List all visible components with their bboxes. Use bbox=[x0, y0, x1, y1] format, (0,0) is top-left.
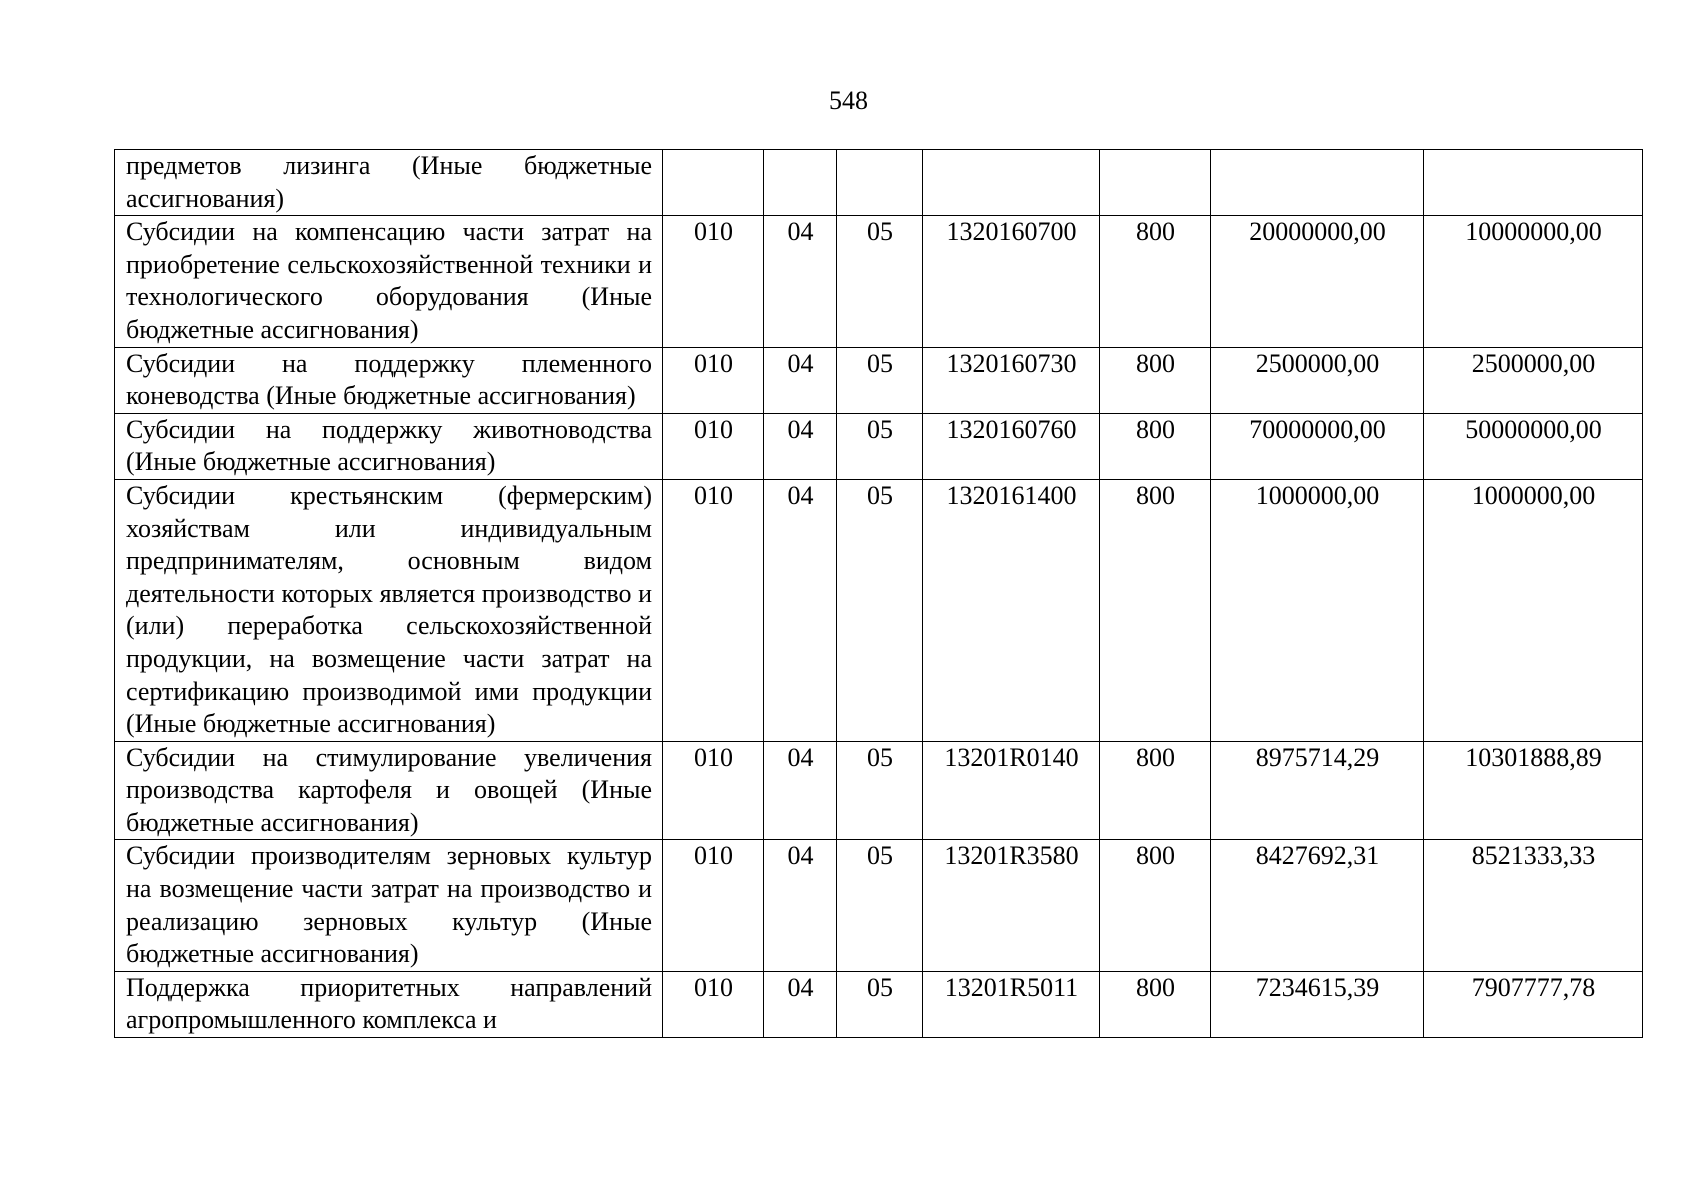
amount-year-1: 70000000,00 bbox=[1211, 413, 1424, 479]
subsection-code: 05 bbox=[837, 347, 923, 413]
amount-year-1: 8427692,31 bbox=[1211, 840, 1424, 971]
amount-year-2: 50000000,00 bbox=[1424, 413, 1643, 479]
expense-type-code: 800 bbox=[1100, 741, 1211, 840]
target-article-code: 13201R3580 bbox=[923, 840, 1100, 971]
subsection-code: 05 bbox=[837, 971, 923, 1037]
amount-year-2: 1000000,00 bbox=[1424, 479, 1643, 741]
expense-type-code: 800 bbox=[1100, 479, 1211, 741]
section-code: 04 bbox=[764, 971, 837, 1037]
table-row bbox=[115, 741, 1643, 840]
page-number: 548 bbox=[829, 86, 868, 115]
table-row bbox=[115, 971, 1643, 1037]
subsection-code: 05 bbox=[837, 741, 923, 840]
target-article-code: 1320160760 bbox=[923, 413, 1100, 479]
amount-year-1 bbox=[1211, 150, 1424, 216]
amount-year-1: 2500000,00 bbox=[1211, 347, 1424, 413]
grbs-code: 010 bbox=[663, 216, 764, 347]
table-row bbox=[115, 840, 1643, 971]
subsection-code bbox=[837, 150, 923, 216]
subsection-code: 05 bbox=[837, 216, 923, 347]
amount-year-1: 7234615,39 bbox=[1211, 971, 1424, 1037]
amount-year-1: 20000000,00 bbox=[1211, 216, 1424, 347]
section-code: 04 bbox=[764, 479, 837, 741]
target-article-code: 13201R0140 bbox=[923, 741, 1100, 840]
expense-type-code bbox=[1100, 150, 1211, 216]
grbs-code: 010 bbox=[663, 347, 764, 413]
expense-type-code: 800 bbox=[1100, 840, 1211, 971]
table-row bbox=[115, 216, 1643, 347]
grbs-code: 010 bbox=[663, 741, 764, 840]
subsection-code: 05 bbox=[837, 840, 923, 971]
target-article-code bbox=[923, 150, 1100, 216]
grbs-code: 010 bbox=[663, 840, 764, 971]
expense-type-code: 800 bbox=[1100, 347, 1211, 413]
amount-year-2: 2500000,00 bbox=[1424, 347, 1643, 413]
section-code: 04 bbox=[764, 216, 837, 347]
subsection-code: 05 bbox=[837, 479, 923, 741]
target-article-code: 1320160700 bbox=[923, 216, 1100, 347]
amount-year-2: 8521333,33 bbox=[1424, 840, 1643, 971]
expense-type-code: 800 bbox=[1100, 216, 1211, 347]
table-row bbox=[115, 150, 1643, 216]
section-code: 04 bbox=[764, 347, 837, 413]
row-description: Субсидии на поддержку животноводства (Иные бюджетные ассигнования) bbox=[115, 413, 663, 479]
grbs-code: 010 bbox=[663, 413, 764, 479]
table-row bbox=[115, 347, 1643, 413]
grbs-code: 010 bbox=[663, 971, 764, 1037]
amount-year-2 bbox=[1424, 150, 1643, 216]
row-description: Поддержка приоритетных направлений агропромышленного комплекса и bbox=[115, 971, 663, 1037]
section-code: 04 bbox=[764, 741, 837, 840]
table-row bbox=[115, 479, 1643, 741]
grbs-code: 010 bbox=[663, 479, 764, 741]
amount-year-2: 10301888,89 bbox=[1424, 741, 1643, 840]
amount-year-1: 8975714,29 bbox=[1211, 741, 1424, 840]
amount-year-1: 1000000,00 bbox=[1211, 479, 1424, 741]
target-article-code: 1320161400 bbox=[923, 479, 1100, 741]
amount-year-2: 10000000,00 bbox=[1424, 216, 1643, 347]
expense-type-code: 800 bbox=[1100, 413, 1211, 479]
row-description: Субсидии на компенсацию части затрат на приобретение сельскохозяйственной техники и технологического оборудования (Иные бюджетные ассигнования) bbox=[115, 216, 663, 347]
row-description: Субсидии производителям зерновых культур на возмещение части затрат на производство и реализацию зерновых культур (Иные бюджетные ассигнования) bbox=[115, 840, 663, 971]
section-code: 04 bbox=[764, 840, 837, 971]
row-description: Субсидии на стимулирование увеличения производства картофеля и овощей (Иные бюджетные ассигнования) bbox=[115, 741, 663, 840]
budget-table bbox=[114, 149, 1643, 1038]
subsection-code: 05 bbox=[837, 413, 923, 479]
section-code: 04 bbox=[764, 413, 837, 479]
row-description: Субсидии на поддержку племенного коневодства (Иные бюджетные ассигнования) bbox=[115, 347, 663, 413]
expense-type-code: 800 bbox=[1100, 971, 1211, 1037]
table-row bbox=[115, 413, 1643, 479]
row-description: предметов лизинга (Иные бюджетные ассигнования) bbox=[115, 150, 663, 216]
target-article-code: 1320160730 bbox=[923, 347, 1100, 413]
row-description: Субсидии крестьянским (фермерским) хозяйствам или индивидуальным предпринимателям, основным видом деятельности которых является производство и (или) переработка сельскохозяйственной продукции, на возмещение части затрат на сертификацию производимой ими продукции (Иные бюджетные ассигнования) bbox=[115, 479, 663, 741]
target-article-code: 13201R5011 bbox=[923, 971, 1100, 1037]
grbs-code bbox=[663, 150, 764, 216]
section-code bbox=[764, 150, 837, 216]
amount-year-2: 7907777,78 bbox=[1424, 971, 1643, 1037]
